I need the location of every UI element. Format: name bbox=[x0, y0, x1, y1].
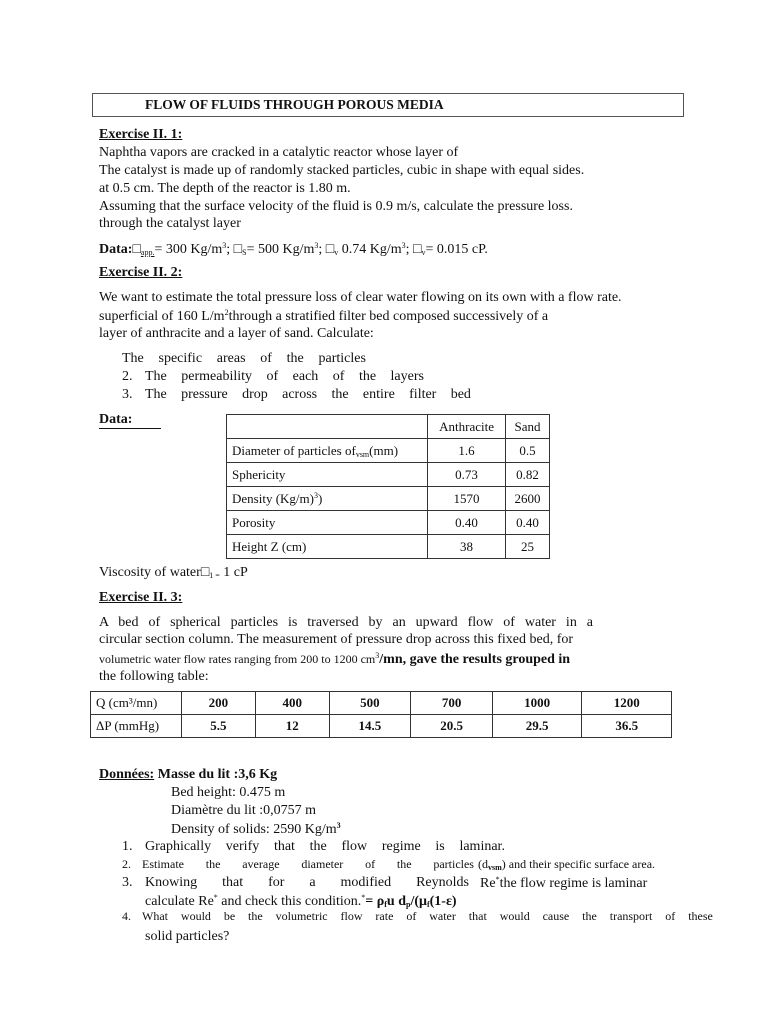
mu-sub: 1 = bbox=[209, 571, 220, 580]
table-row bbox=[227, 439, 550, 463]
word: bed bbox=[450, 387, 471, 402]
table-row bbox=[91, 715, 672, 738]
word: a bbox=[309, 875, 316, 890]
anthracite-value: 1.6 bbox=[428, 439, 506, 463]
mu-v-value: = 0.015 cP. bbox=[425, 242, 488, 257]
word: The bbox=[145, 369, 167, 384]
q3-formula-mu: /(μ bbox=[410, 894, 427, 909]
question-3-end bbox=[480, 875, 647, 892]
word: permeability bbox=[181, 369, 253, 384]
word: that bbox=[468, 909, 487, 923]
q-value: 200 bbox=[182, 692, 256, 715]
ex1-line-1: Naphtha vapors are cracked in a catalytic reactor whose layer of bbox=[99, 145, 459, 160]
q3-sup: * bbox=[213, 893, 218, 902]
ex1-data-label: Data: bbox=[99, 242, 133, 257]
ex2-line-2-sup: 2 bbox=[224, 308, 229, 317]
header-sand: Sand bbox=[506, 415, 550, 439]
exercise-2-heading: Exercise II. 2: bbox=[99, 265, 183, 280]
row-label: Sphericity bbox=[227, 463, 428, 487]
ex2-item-3 bbox=[145, 387, 471, 403]
ex3-line-2: circular section column. The measurement of pressure drop across this fixed bed, for bbox=[99, 632, 574, 647]
ex2-line-2c: through a stratified filter bed composed successively of a bbox=[228, 309, 549, 324]
q3-formula-sub: p bbox=[406, 900, 411, 909]
page-title: FLOW OF FLUIDS THROUGH POROUS MEDIA bbox=[145, 97, 444, 112]
bed-height: Bed height: 0.475 m bbox=[171, 785, 286, 800]
title-box bbox=[92, 93, 684, 117]
rho-app-symbol: □ bbox=[132, 242, 141, 257]
ex3-line-3c: /mn, gave the results grouped in bbox=[379, 652, 571, 667]
sand-value: 0.5 bbox=[506, 439, 550, 463]
ex1-data-line bbox=[99, 241, 488, 258]
q3-num: 3. bbox=[122, 875, 133, 890]
word: water bbox=[429, 909, 456, 923]
ex2-item-2 bbox=[145, 369, 424, 385]
word: Knowing bbox=[145, 875, 198, 890]
rho-s-value: = 500 Kg/m bbox=[246, 242, 315, 257]
word: flow bbox=[340, 909, 363, 923]
word: of bbox=[365, 857, 376, 871]
rho-s-symbol: ; □ bbox=[226, 242, 243, 257]
word: diameter bbox=[301, 857, 344, 871]
word: the bbox=[582, 909, 597, 923]
table-header-row bbox=[227, 415, 550, 439]
word: laminar. bbox=[459, 839, 505, 854]
question-2-end bbox=[478, 857, 655, 872]
ex1-line-4: Assuming that the surface velocity of the fluid is 0.9 m/s, calculate the pressure loss. bbox=[99, 199, 573, 214]
q3-tail: the flow regime is laminar bbox=[499, 876, 648, 891]
question-3 bbox=[145, 875, 469, 891]
header-cell bbox=[227, 415, 428, 439]
q2-num: 2. bbox=[122, 857, 131, 871]
row-label-text: Diameter of particles of bbox=[232, 442, 356, 458]
cube-sup: 3 bbox=[401, 241, 406, 250]
q3-re: Re bbox=[480, 876, 496, 891]
word: volumetric bbox=[275, 909, 328, 923]
donnees-label: Données: bbox=[99, 767, 155, 782]
rho-v-symbol: ; □ bbox=[318, 242, 335, 257]
q3-formula-ud: u d bbox=[386, 894, 406, 909]
q3-check: and check this condition. bbox=[217, 894, 362, 909]
q-label: Q (cm³/mn) bbox=[91, 692, 182, 715]
dp-value: 5.5 bbox=[182, 715, 256, 738]
row-label-text: Density (Kg/m) bbox=[232, 490, 314, 506]
q3-formula-sub: f bbox=[384, 900, 387, 909]
q3-formula-sub: f bbox=[426, 900, 430, 909]
sand-value: 25 bbox=[506, 535, 550, 559]
word: cause bbox=[542, 909, 570, 923]
ex2-line-1: We want to estimate the total pressure loss of clear water flowing on its own with a flow rate. bbox=[99, 290, 622, 305]
word: for bbox=[268, 875, 285, 890]
ex2-line-3: layer of anthracite and a layer of sand. Calculate: bbox=[99, 326, 374, 341]
solids-density bbox=[171, 821, 341, 838]
q2-tail: ) and their specific surface area. bbox=[501, 857, 656, 871]
word: would bbox=[499, 909, 530, 923]
row-label: Porosity bbox=[227, 511, 428, 535]
question-3-line-2 bbox=[145, 893, 457, 910]
sand-value: 2600 bbox=[506, 487, 550, 511]
ex2-data-label-text: Data: bbox=[99, 412, 133, 427]
word: modified bbox=[340, 875, 392, 890]
question-2 bbox=[142, 857, 474, 872]
ex3-line-3a: volumetric water flow rates ranging from 200 to 1200 cm bbox=[99, 652, 376, 666]
word: the bbox=[248, 909, 263, 923]
row-label bbox=[227, 439, 428, 463]
q-value: 1200 bbox=[582, 692, 672, 715]
exercise-1-heading: Exercise II. 1: bbox=[99, 127, 183, 142]
word: these bbox=[688, 909, 713, 923]
word: the bbox=[358, 369, 377, 384]
word: average bbox=[242, 857, 280, 871]
word: of bbox=[266, 369, 279, 384]
q-value: 400 bbox=[255, 692, 329, 715]
row-label-sub: vsm bbox=[355, 449, 370, 459]
exercise-3-heading: Exercise II. 3: bbox=[99, 590, 183, 605]
word: Graphically bbox=[145, 839, 212, 854]
rho-app-value: = 300 Kg/m bbox=[154, 242, 223, 257]
word: be bbox=[223, 909, 236, 923]
dp-label: ΔP (mmHg) bbox=[91, 715, 182, 738]
row-label: Height Z (cm) bbox=[227, 535, 428, 559]
word: the bbox=[309, 839, 327, 854]
q3-calc: calculate Re bbox=[145, 894, 214, 909]
word: rate bbox=[375, 909, 394, 923]
ex3-line-4: the following table: bbox=[99, 669, 209, 684]
question-1 bbox=[145, 839, 505, 855]
ex3-line-3 bbox=[99, 651, 570, 668]
dp-value: 12 bbox=[255, 715, 329, 738]
ex1-line-2: The catalyst is made up of randomly stacked particles, cubic in shape with equal sides. bbox=[99, 163, 585, 178]
word: particles bbox=[433, 857, 474, 871]
ex2-item-1 bbox=[122, 351, 366, 367]
word: flow bbox=[341, 839, 368, 854]
water-viscosity bbox=[99, 565, 248, 581]
q3-formula-rho: = ρ bbox=[365, 894, 385, 909]
cube-sup: 3 bbox=[314, 241, 319, 250]
ex2-item-3-num: 3. bbox=[122, 387, 133, 402]
word: that bbox=[222, 875, 244, 890]
table-row bbox=[227, 535, 550, 559]
ex2-line-2a: superficial of 160 L/m bbox=[99, 309, 225, 324]
q2-dvsm-sub: vsm bbox=[488, 863, 502, 872]
bed-mass: Masse du lit :3,6 Kg bbox=[154, 767, 278, 782]
rho-v-value: 0.74 Kg/m bbox=[338, 242, 402, 257]
anthracite-value: 0.40 bbox=[428, 511, 506, 535]
word: would bbox=[180, 909, 211, 923]
q1-num: 1. bbox=[122, 839, 133, 854]
q3-re-sup: * bbox=[495, 875, 500, 884]
anthracite-value: 1570 bbox=[428, 487, 506, 511]
word: transport bbox=[609, 909, 653, 923]
dp-value: 14.5 bbox=[329, 715, 411, 738]
anthracite-value: 0.73 bbox=[428, 463, 506, 487]
sand-value: 0.82 bbox=[506, 463, 550, 487]
word: across bbox=[282, 387, 318, 402]
word: of bbox=[332, 369, 345, 384]
word: each bbox=[292, 369, 319, 384]
dp-value: 36.5 bbox=[582, 715, 672, 738]
table-row bbox=[227, 511, 550, 535]
table-row bbox=[227, 487, 550, 511]
word: the bbox=[331, 387, 349, 402]
word: the bbox=[286, 351, 304, 366]
ex1-line-5: through the catalyst layer bbox=[99, 216, 241, 231]
row-label-end: (mm) bbox=[369, 442, 399, 458]
word: the bbox=[396, 857, 412, 871]
table-row bbox=[91, 692, 672, 715]
donnees-line-1 bbox=[99, 767, 277, 783]
word: particles bbox=[318, 351, 366, 366]
mu-v-sub: v bbox=[421, 248, 426, 257]
word: The bbox=[122, 351, 144, 366]
rho-app-sub: app. bbox=[140, 248, 155, 257]
word: regime bbox=[381, 839, 421, 854]
solids-density-sup: 3 bbox=[336, 821, 341, 830]
row-label bbox=[227, 487, 428, 511]
flow-pressure-table bbox=[90, 691, 672, 738]
word: specific bbox=[158, 351, 203, 366]
word: entire bbox=[362, 387, 395, 402]
word: What bbox=[142, 909, 168, 923]
q-value: 500 bbox=[329, 692, 411, 715]
row-label-tail: ) bbox=[317, 490, 323, 506]
ex2-properties-table bbox=[226, 414, 550, 559]
ex3-line-1: A bed of spherical particles is traversed by an upward flow of water in a bbox=[99, 615, 593, 630]
word: Estimate bbox=[142, 857, 184, 871]
word: of bbox=[260, 351, 272, 366]
sand-value: 0.40 bbox=[506, 511, 550, 535]
word: drop bbox=[242, 387, 268, 402]
q-value: 700 bbox=[411, 692, 493, 715]
dp-value: 29.5 bbox=[492, 715, 582, 738]
anthracite-value: 38 bbox=[428, 535, 506, 559]
mu-v-symbol: ; □ bbox=[405, 242, 422, 257]
rho-s-sub: S bbox=[242, 248, 247, 257]
viscosity-value: 1 cP bbox=[219, 565, 248, 580]
word: of bbox=[406, 909, 417, 923]
q4-num: 4. bbox=[122, 909, 131, 923]
solids-density-text: Density of solids: 2590 Kg/m bbox=[171, 822, 337, 837]
bed-diameter: Diamètre du lit :0,0757 m bbox=[171, 803, 317, 818]
q3-formula-eps: (1-ε) bbox=[429, 894, 457, 909]
row-label-sup: 3 bbox=[313, 490, 318, 500]
word: areas bbox=[216, 351, 246, 366]
header-anthracite: Anthracite bbox=[428, 415, 506, 439]
ex2-item-2-num: 2. bbox=[122, 369, 133, 384]
word: the bbox=[205, 857, 221, 871]
mu-symbol: □ bbox=[200, 565, 210, 580]
table-row bbox=[227, 463, 550, 487]
word: of bbox=[665, 909, 676, 923]
q-value: 1000 bbox=[492, 692, 582, 715]
word: is bbox=[435, 839, 445, 854]
question-4-line-2: solid particles? bbox=[145, 929, 230, 944]
question-4 bbox=[142, 909, 713, 924]
word: filter bbox=[409, 387, 437, 402]
ex2-data-label bbox=[99, 412, 161, 429]
dp-value: 20.5 bbox=[411, 715, 493, 738]
q3-sup: * bbox=[361, 893, 366, 902]
word: layers bbox=[390, 369, 424, 384]
cube-sup: 3 bbox=[222, 241, 227, 250]
word: pressure bbox=[181, 387, 228, 402]
ex1-line-3: at 0.5 cm. The depth of the reactor is 1.80 m. bbox=[99, 181, 351, 196]
ex3-line-3-sup: 3 bbox=[375, 651, 380, 660]
word: verify bbox=[225, 839, 260, 854]
rho-v-sub: v bbox=[334, 248, 339, 257]
q2-dvsm: (d bbox=[478, 857, 488, 871]
word: The bbox=[145, 387, 167, 402]
word: Reynolds bbox=[416, 875, 469, 890]
word: that bbox=[273, 839, 295, 854]
viscosity-label: Viscosity of water bbox=[99, 565, 201, 580]
ex2-line-2 bbox=[99, 308, 548, 325]
